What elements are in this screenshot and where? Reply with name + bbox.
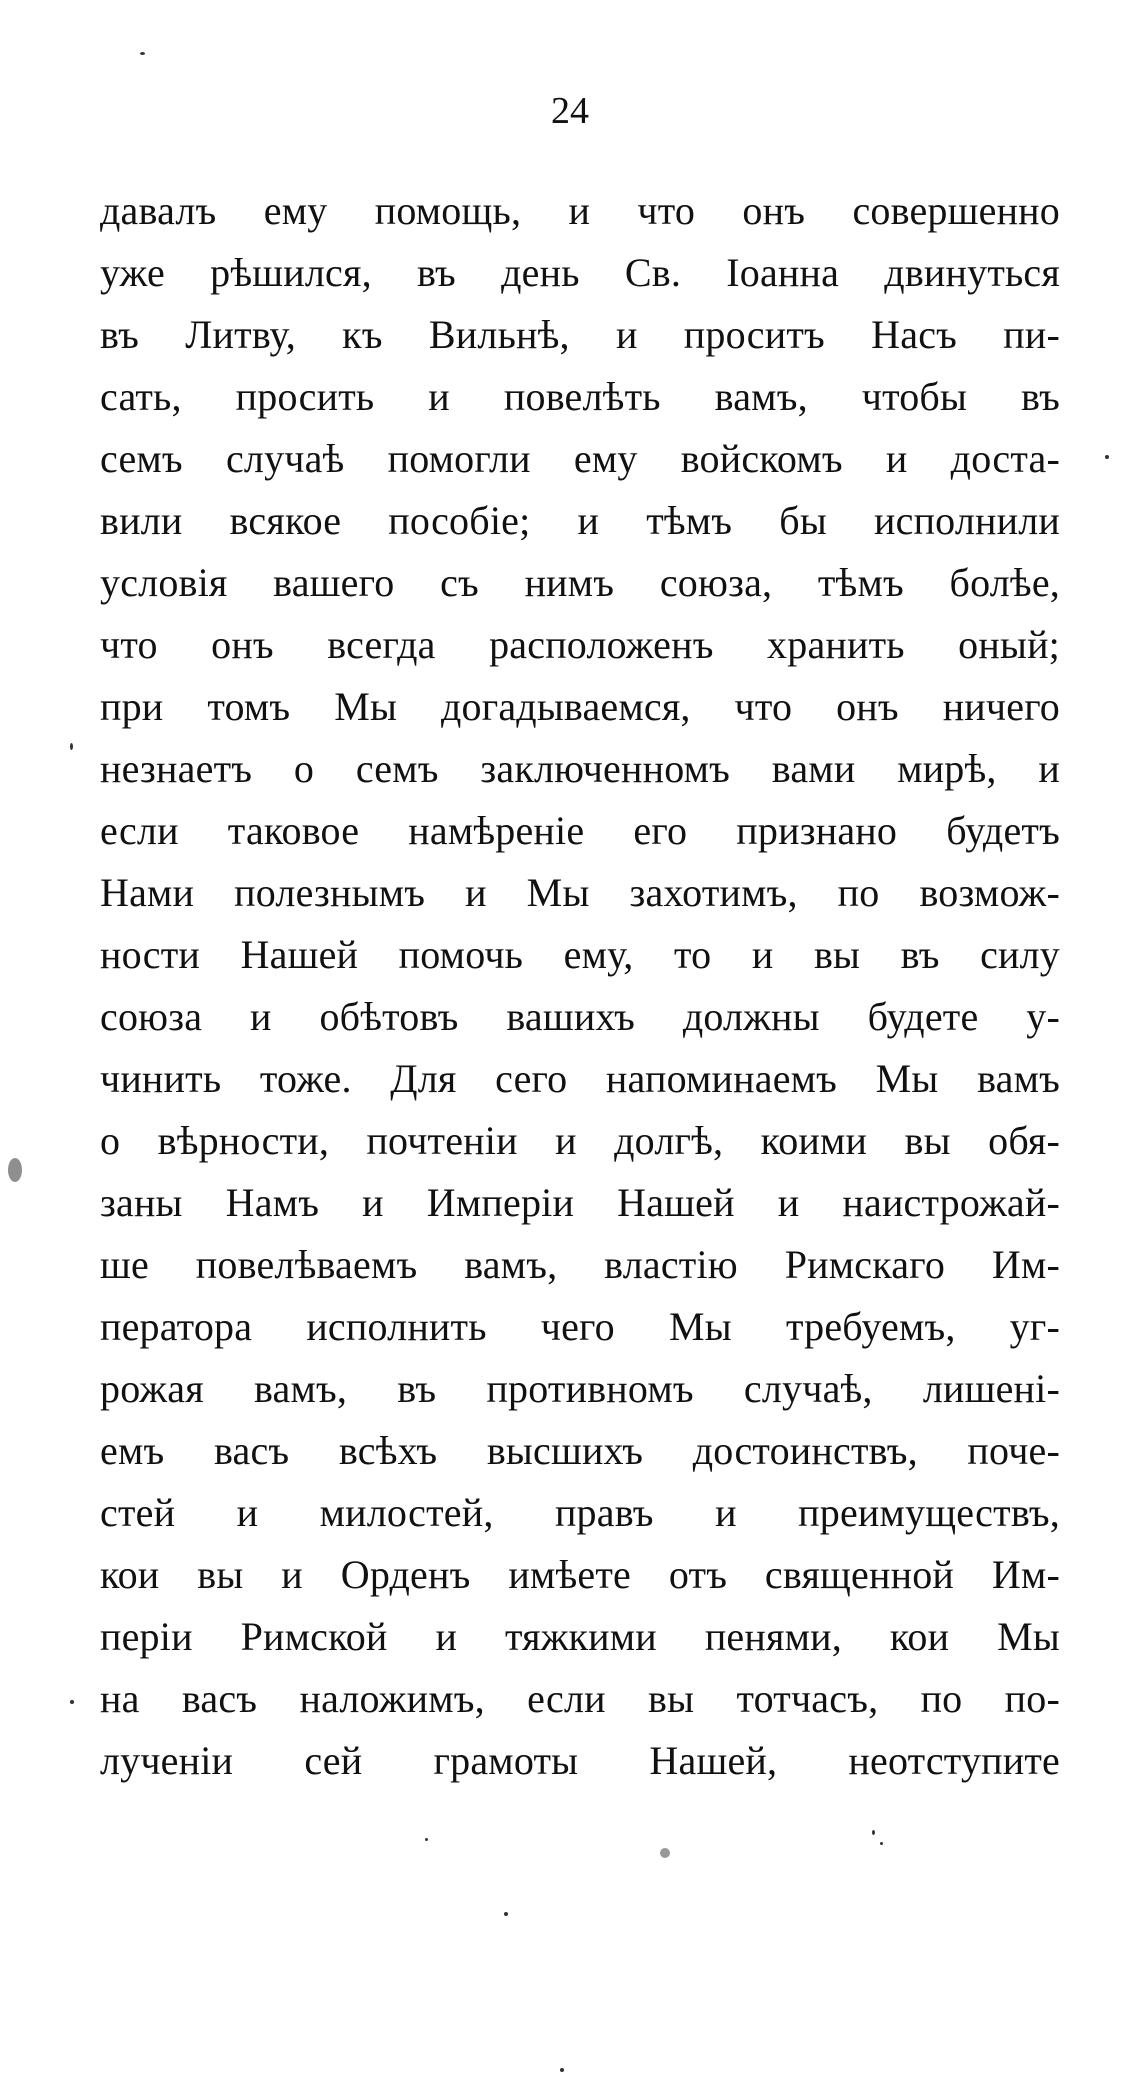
text-line: на васъ наложимъ, если вы тотчасъ, по по-	[100, 1676, 1060, 1721]
page-number: 24	[551, 90, 589, 132]
text-line: что онъ всегда расположенъ хранить оный;	[100, 622, 1060, 667]
body-text	[100, 180, 1060, 1792]
text-line: чинить тоже. Для сего напоминаемъ Мы вамъ	[100, 1056, 1060, 1101]
scan-speck	[70, 743, 73, 750]
scan-speck	[660, 1848, 670, 1858]
text-line: Нами полезнымъ и Мы захотимъ, по возмож-	[100, 870, 1060, 915]
text-line: стей и милостей, правъ и преимуществъ,	[100, 1490, 1060, 1535]
text-line: ности Нашей помочь ему, то и вы въ силу	[100, 932, 1060, 977]
scan-speck	[425, 1838, 428, 1841]
scan-speck	[560, 2068, 564, 2072]
scan-speck	[504, 1912, 508, 1916]
text-line: давалъ ему помощь, и что онъ совершенно	[100, 188, 1060, 233]
text-line: ператора исполнить чего Мы требуемъ, уг-	[100, 1304, 1060, 1349]
scan-speck	[140, 52, 145, 55]
text-line: при томъ Мы догадываемся, что онъ ничего	[100, 684, 1060, 729]
text-line: въ Литву, къ Вильнѣ, и проситъ Насъ пи-	[100, 312, 1060, 357]
text-line: незнаетъ о семъ заключенномъ вами мирѣ, и	[100, 746, 1060, 791]
text-line: заны Намъ и Имперіи Нашей и наистрожай-	[100, 1180, 1060, 1225]
text-line: періи Римской и тяжкими пенями, кои Мы	[100, 1614, 1060, 1659]
text-line: условія вашего съ нимъ союза, тѣмъ болѣе,	[100, 560, 1060, 605]
text-line: ше повелѣваемъ вамъ, властію Римскаго Им-	[100, 1242, 1060, 1287]
text-line: рожая вамъ, въ противномъ случаѣ, лишені-	[100, 1366, 1060, 1411]
text-line: семъ случаѣ помогли ему войскомъ и доста-	[100, 436, 1060, 481]
text-line: союза и обѣтовъ вашихъ должны будете у-	[100, 994, 1060, 1039]
scan-speck	[8, 1158, 22, 1182]
text-line: о вѣрности, почтеніи и долгѣ, коими вы обя-	[100, 1118, 1060, 1163]
text-line: лученіи сей грамоты Нашей, неотступите	[100, 1738, 1060, 1783]
text-line: если таковое намѣреніе его признано будетъ	[100, 808, 1060, 853]
text-line: сать, просить и повелѣть вамъ, чтобы въ	[100, 374, 1060, 419]
text-line: уже рѣшился, въ день Св. Іоанна двинуться	[100, 250, 1060, 295]
scan-speck	[872, 1830, 875, 1835]
text-line: емъ васъ всѣхъ высшихъ достоинствъ, поче-	[100, 1428, 1060, 1473]
scan-speck	[70, 1700, 74, 1704]
scan-speck	[880, 1842, 883, 1845]
text-line: вили всякое пособіе; и тѣмъ бы исполнили	[100, 498, 1060, 543]
scan-speck	[1105, 455, 1109, 459]
text-line: кои вы и Орденъ имѣете отъ священной Им-	[100, 1552, 1060, 1597]
